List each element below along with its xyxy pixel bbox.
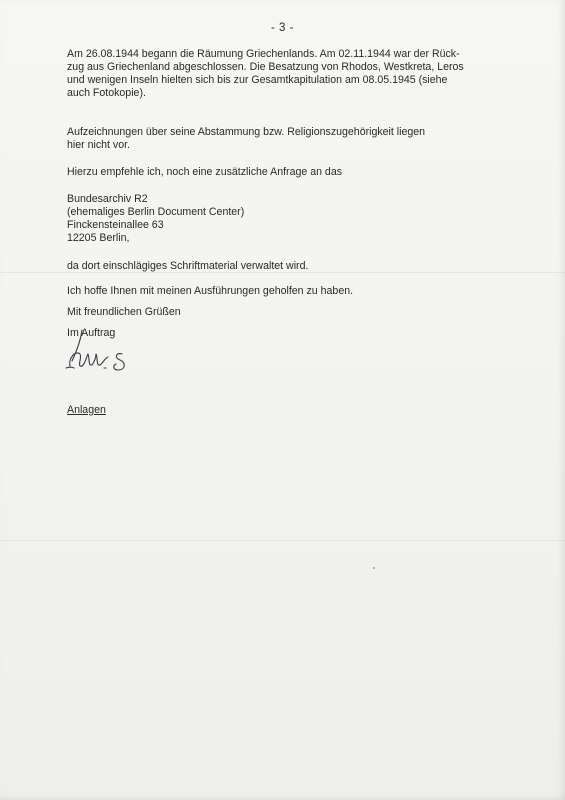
paper-speck (373, 567, 375, 569)
closing-salutation: Mit freundlichen Grüßen (67, 306, 181, 318)
paragraph-evacuation: Am 26.08.1944 begann die Räumung Griechenlands. Am 02.11.1944 war der Rück- zug aus Griechenland abgeschlossen. Die Besatzung von Rhodos, Westkreta, Leros und wenigen Inseln hielten sich bis zur Gesamtkapitulation am 08.05.1945 (siehe auch Fotokopie). (67, 48, 464, 99)
attachments-heading: Anlagen (67, 404, 106, 416)
paragraph-recommendation: Hierzu empfehle ich, noch eine zusätzliche Anfrage an das (67, 166, 343, 178)
address-block: Bundesarchiv R2 (ehemaliges Berlin Document Center) Finckensteinallee 63 12205 Berlin, (67, 193, 245, 244)
paragraph-ancestry-records: Aufzeichnungen über seine Abstammung bzw. Religionszugehörigkeit liegen hier nicht vor. (67, 126, 426, 151)
on-behalf-line: Im Auftrag (67, 327, 116, 339)
page-number: - 3 - (271, 22, 294, 34)
signature-icon (60, 328, 160, 378)
paragraph-archive-note: da dort einschlägiges Schriftmaterial verwaltet wird. (67, 260, 309, 272)
paragraph-closing-hope: Ich hoffe Ihnen mit meinen Ausführungen geholfen zu haben. (67, 285, 354, 297)
paper-fold-line (0, 540, 565, 541)
